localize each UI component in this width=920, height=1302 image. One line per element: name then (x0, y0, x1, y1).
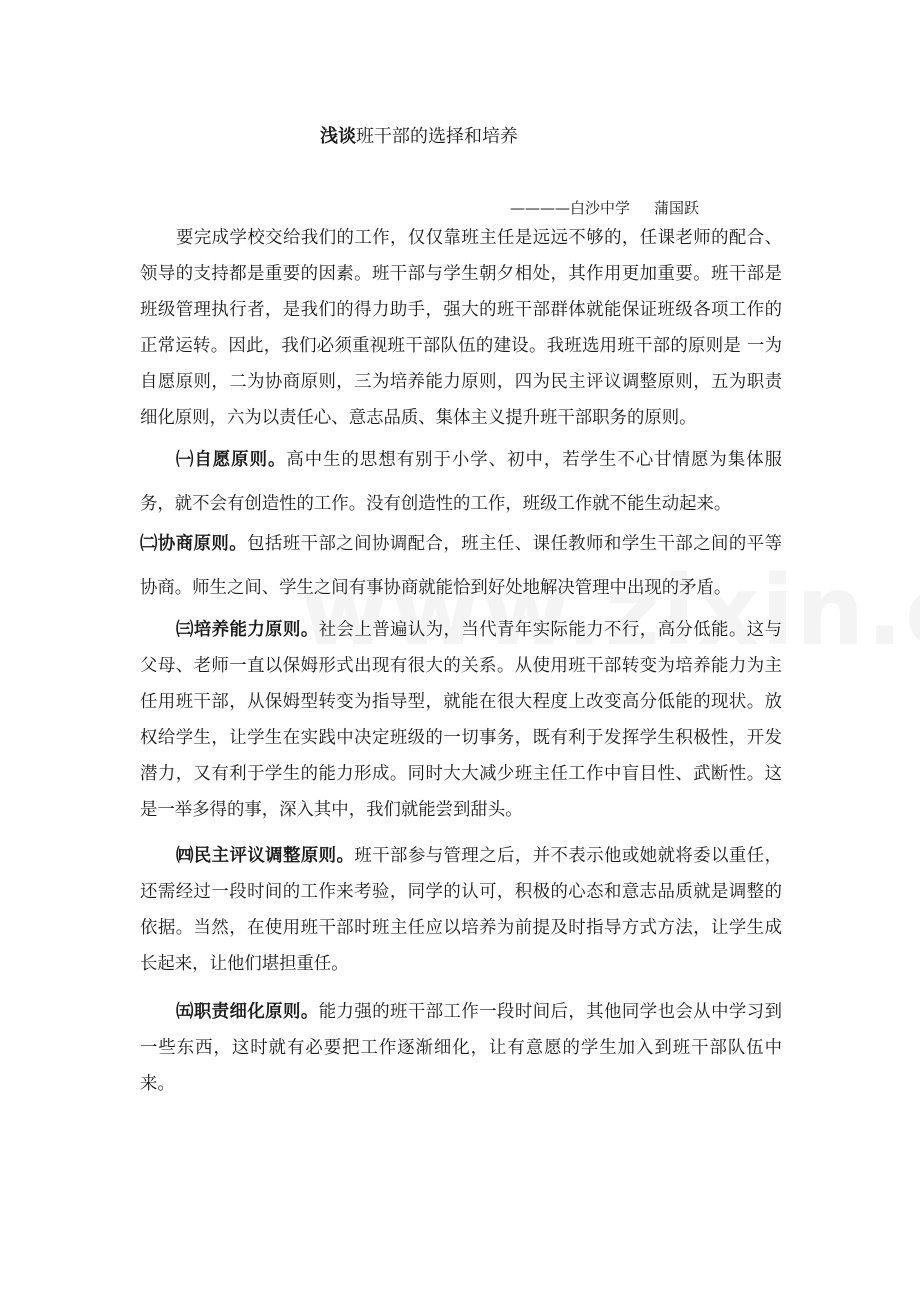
section-paragraph-1 (140, 438, 782, 526)
section-heading-5: ㈤职责细化原则。 (176, 1002, 319, 1022)
section-heading-2: ㈡协商原则。 (140, 534, 248, 554)
section-body-2: 包括班干部之间协调配合，班主任、课任教师和学生干部之间的平等协商。师生之间、学生之间有事协商就能恰到好处地解决管理中出现的矛盾。 (140, 534, 782, 598)
section-heading-4: ㈣民主评议调整原则。 (176, 846, 355, 866)
author-school: ————白沙中学 (510, 199, 631, 217)
section-paragraph-4 (140, 838, 782, 982)
section-body-4: 班干部参与管理之后，并不表示他或她就将委以重任，还需经过一段时间的工作来考验，同学的认可，积极的心态和意志品质就是调整的依据。当然，在使用班干部时班主任应以培养为前提及时指导方式方法，让学生成长起来，让他们堪担重任。 (140, 846, 782, 974)
document-title (320, 122, 518, 148)
author-name: 蒲国跃 (654, 199, 700, 217)
section-paragraph-5 (140, 994, 782, 1102)
section-paragraph-2 (140, 522, 782, 610)
section-body-3: 社会上普遍认为，当代青年实际能力不行，高分低能。这与父母、老师一直以保姆形式出现有很大的关系。从使用班干部转变为培养能力为主任用班干部，从保姆型转变为指导型，就能在很大程度上改变高分低能的现状。放权给学生，让学生在实践中决定班级的一切事务，既有利于发挥学生积极性，开发潜力，又有利于学生的能力形成。同时大大减少班主任工作中盲目性、武断性。这是一举多得的事，深入其中，我们就能尝到甜头。 (140, 620, 782, 820)
section-body-5: 能力强的班干部工作一段时间后，其他同学也会从中学习到一些东西，这时就有必要把工作逐渐细化，让有意愿的学生加入到班干部队伍中来。 (140, 1002, 782, 1094)
intro-paragraph: 要完成学校交给我们的工作，仅仅靠班主任是远远不够的，任课老师的配合、领导的支持都是重要的因素。班干部与学生朝夕相处，其作用更加重要。班干部是班级管理执行者，是我们的得力助手，强大的班干部群体就能保证班级各项工作的正常运转。因此，我们必须重视班干部队伍的建设。我班选用班干部的原则是 一为自愿原则，二为协商原则，三为培养能力原则，四为民主评议调整原则，五为职责细化原则，六为以责任心、意志品质、集体主义提升班干部职务的原则。 (140, 228, 782, 428)
section-body-1: 高中生的思想有别于小学、初中，若学生不心甘情愿为集体服务，就不会有创造性的工作。没有创造性的工作，班级工作就不能生动起来。 (140, 450, 782, 514)
title-rest-part: 班干部的选择和培养 (356, 126, 518, 147)
title-bold-part: 浅谈 (320, 126, 356, 147)
author-line (510, 197, 699, 218)
section-heading-3: ㈢培养能力原则。 (176, 620, 319, 640)
section-paragraph-3 (140, 612, 782, 828)
section-heading-1: ㈠自愿原则。 (176, 450, 287, 470)
